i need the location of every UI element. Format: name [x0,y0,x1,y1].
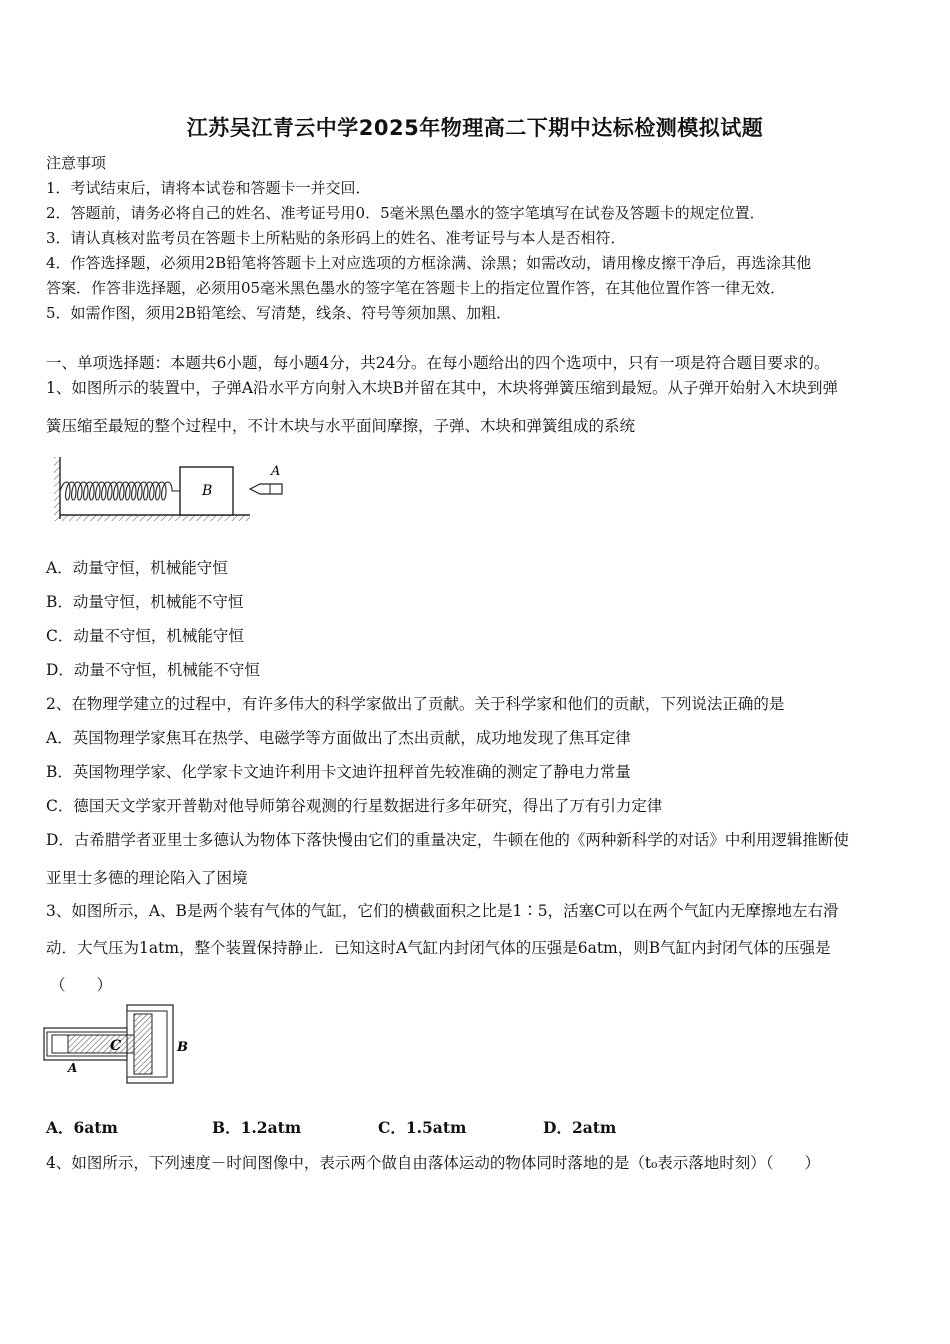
q1-spring-block-figure [50,455,290,527]
q1-option-d: D．动量不守恒，机械能不守恒 [46,661,260,679]
q3-option-c: C．1.5atm [378,1118,467,1137]
q3-option-b: B．1.2atm [212,1118,302,1137]
q3-fig-label-b: B [177,1040,188,1055]
q3-option-a: A．6atm [46,1118,118,1137]
q3-stem-line3: （ ） [50,976,113,994]
notice-item: 1．考试结束后，请将本试卷和答题卡一并交回． [46,179,371,197]
q1-option-a: A．动量守恒，机械能守恒 [46,559,228,577]
q1-option-c: C．动量不守恒，机械能守恒 [46,627,244,645]
q3-fig-label-a: A [68,1061,78,1075]
notice-item: 答案．作答非选择题，必须用05毫米黑色墨水的签字笔在答题卡上的指定位置作答，在其他位置作答一律无效． [46,279,786,297]
q2-option-d-cont: 亚里士多德的理论陷入了困境 [46,869,248,887]
q2-option-d: D．古希腊学者亚里士多德认为物体下落快慢由它们的重量决定，牛顿在他的《两种新科学的对话》中利用逻辑推断使 [46,831,849,849]
q2-option-a: A．英国物理学家焦耳在热学、电磁学等方面做出了杰出贡献，成功地发现了焦耳定律 [46,729,631,747]
q1-stem-line2: 簧压缩至最短的整个过程中，不计木块与水平面间摩擦，子弹、木块和弹簧组成的系统 [46,417,636,435]
q1-fig-label-b: B [202,483,213,499]
q2-stem: 2、在物理学建立的过程中，有许多伟大的科学家做出了贡献。关于科学家和他们的贡献，下列说法正确的是 [46,695,785,713]
q1-stem-line1: 1、如图所示的装置中，子弹A沿水平方向射入木块B并留在其中，木块将弹簧压缩到最短。从子弹开始射入木块到弹 [46,379,838,397]
page-title: 江苏吴江青云中学2025年物理高二下期中达标检测模拟试题 [186,116,764,140]
notice-item: 2．答题前，请务必将自己的姓名、准考证号用0．5毫米黑色墨水的签字笔填写在试卷及答题卡的规定位置． [46,204,765,222]
q4-stem: 4、如图所示，下列速度－时间图像中，表示两个做自由落体运动的物体同时落地的是（t₀表示落地时刻）（ ） [46,1154,821,1172]
q2-option-b: B．英国物理学家、化学家卡文迪许利用卡文迪许扭秤首先较准确的测定了静电力常量 [46,763,631,781]
q3-fig-label-c: C [110,1038,122,1054]
q3-cylinder-figure [44,1004,204,1086]
notice-item: 4．作答选择题，必须用2B铅笔将答题卡上对应选项的方框涂满、涂黑；如需改动，请用橡皮擦干净后，再选涂其他 [46,254,812,272]
q1-option-b: B．动量守恒，机械能不守恒 [46,593,244,611]
q3-option-d: D．2atm [543,1118,617,1137]
notice-item: 5．如需作图，须用2B铅笔绘、写清楚，线条、符号等须加黑、加粗． [46,304,512,322]
q1-fig-label-a: A [271,464,281,479]
q3-stem-line1: 3、如图所示，A、B是两个装有气体的气缸，它们的横截面积之比是1∶5，活塞C可以在两个气缸内无摩擦地左右滑 [46,902,839,920]
notice-heading: 注意事项 [46,154,107,172]
notice-item: 3．请认真核对监考员在答题卡上所粘贴的条形码上的姓名、准考证号与本人是否相符． [46,229,626,247]
section-heading: 一、单项选择题：本题共6小题，每小题4分，共24分。在每小题给出的四个选项中，只有一项是符合题目要求的。 [46,354,830,372]
q3-stem-line2: 动．大气压为1atm，整个装置保持静止．已知这时A气缸内封闭气体的压强是6atm，则B气缸内封闭气体的压强是 [46,939,831,957]
q2-option-c: C．德国天文学家开普勒对他导师第谷观测的行星数据进行多年研究，得出了万有引力定律 [46,797,663,815]
